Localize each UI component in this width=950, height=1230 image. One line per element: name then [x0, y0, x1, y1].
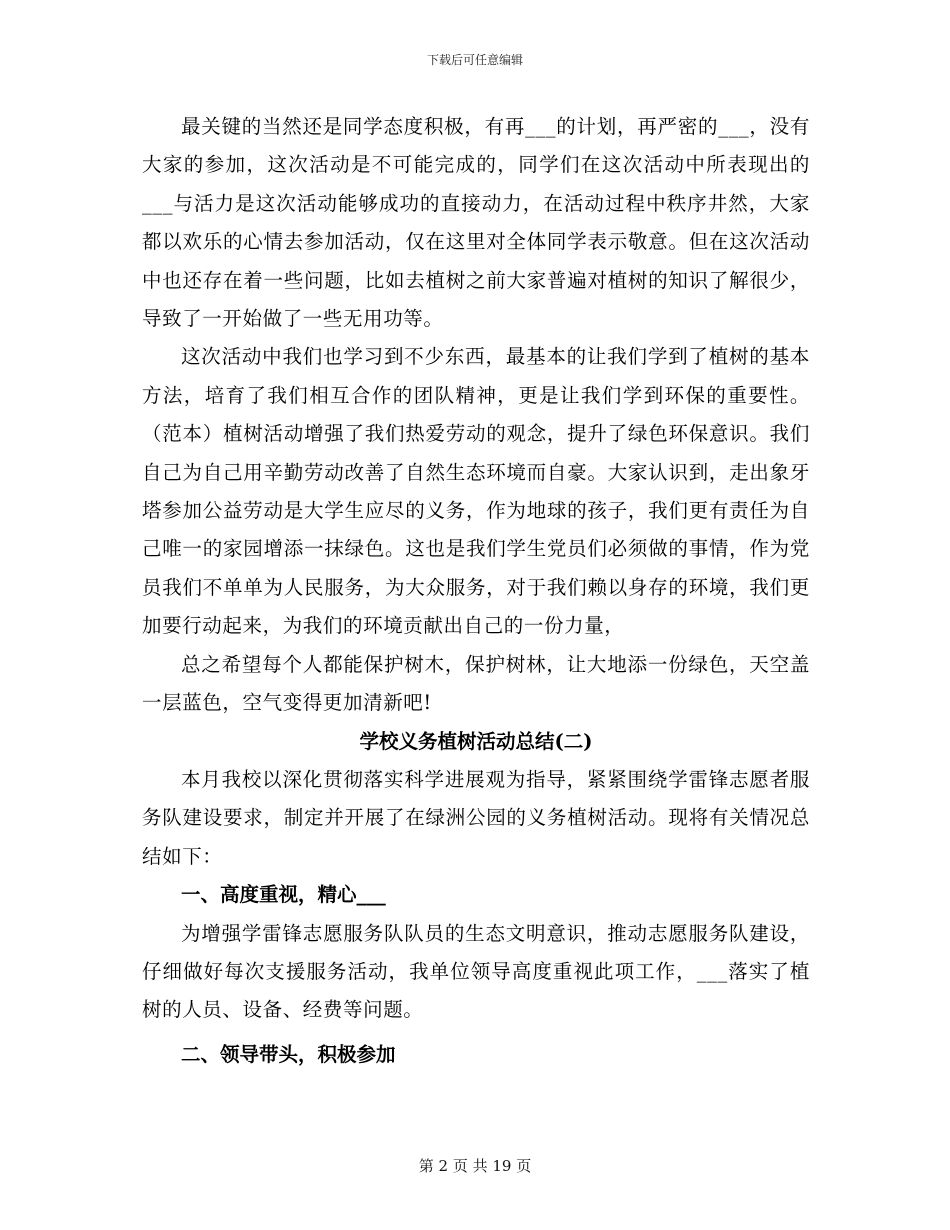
document-body [142, 108, 810, 1074]
section-title: 学校义务植树活动总结(二) [359, 729, 593, 753]
section-heading: 一、高度重视，精心___ [181, 883, 386, 907]
intro-paragraph: 本月我校以深化贯彻落实科学进展观为指导，紧紧围绕学雷锋志愿者服务队建设要求，制定并开展了在绿洲公园的义务植树活动。现将有关情况总结如下： [142, 767, 810, 868]
body-paragraph: 这次活动中我们也学习到不少东西，最基本的让我们学到了植树的基本方法，培育了我们相互合作的团队精神，更是让我们学到环保的重要性。（范本）植树活动增强了我们热爱劳动的观念，提升了绿色环保意识。我们自己为自己用辛勤劳动改善了自然生态环境而自豪。大家认识到，走出象牙塔参加公益劳动是大学生应尽的义务，作为地球的孩子，我们更有责任为自己唯一的家园增添一抹绿色。这也是我们学生党员们必须做的事情，作为党员我们不单单为人民服务，为大众服务，对于我们赖以身存的环境，我们更加要行动起来，为我们的环境贡献出自己的一份力量， [142, 345, 810, 638]
section-heading: 二、领导带头，积极参加 [181, 1042, 396, 1066]
body-paragraph: 为增强学雷锋志愿服务队队员的生态文明意识，推动志愿服务队建设，仔细做好每次支援服务活动，我单位领导高度重视此项工作，___落实了植树的人员、设备、经费等问题。 [142, 921, 810, 1022]
body-paragraph: 总之希望每个人都能保护树木，保护树林，让大地添一份绿色，天空盖一层蓝色，空气变得更加清新吧! [142, 652, 810, 715]
page-number: 第 2 页 共 19 页 [418, 1157, 532, 1175]
header-note: 下载后可任意编辑 [426, 53, 523, 67]
body-paragraph: 最关键的当然还是同学态度积极，有再___的计划，再严密的___，没有大家的参加，这次活动是不可能完成的，同学们在这次活动中所表现出的___与活力是这次活动能够成功的直接动力，在活动过程中秩序井然，大家都以欢乐的心情去参加活动，仅在这里对全体同学表示敬意。但在这次活动中也还存在着一些问题，比如去植树之前大家普遍对植树的知识了解很少，导致了一开始做了一些无用功等。 [142, 115, 810, 331]
